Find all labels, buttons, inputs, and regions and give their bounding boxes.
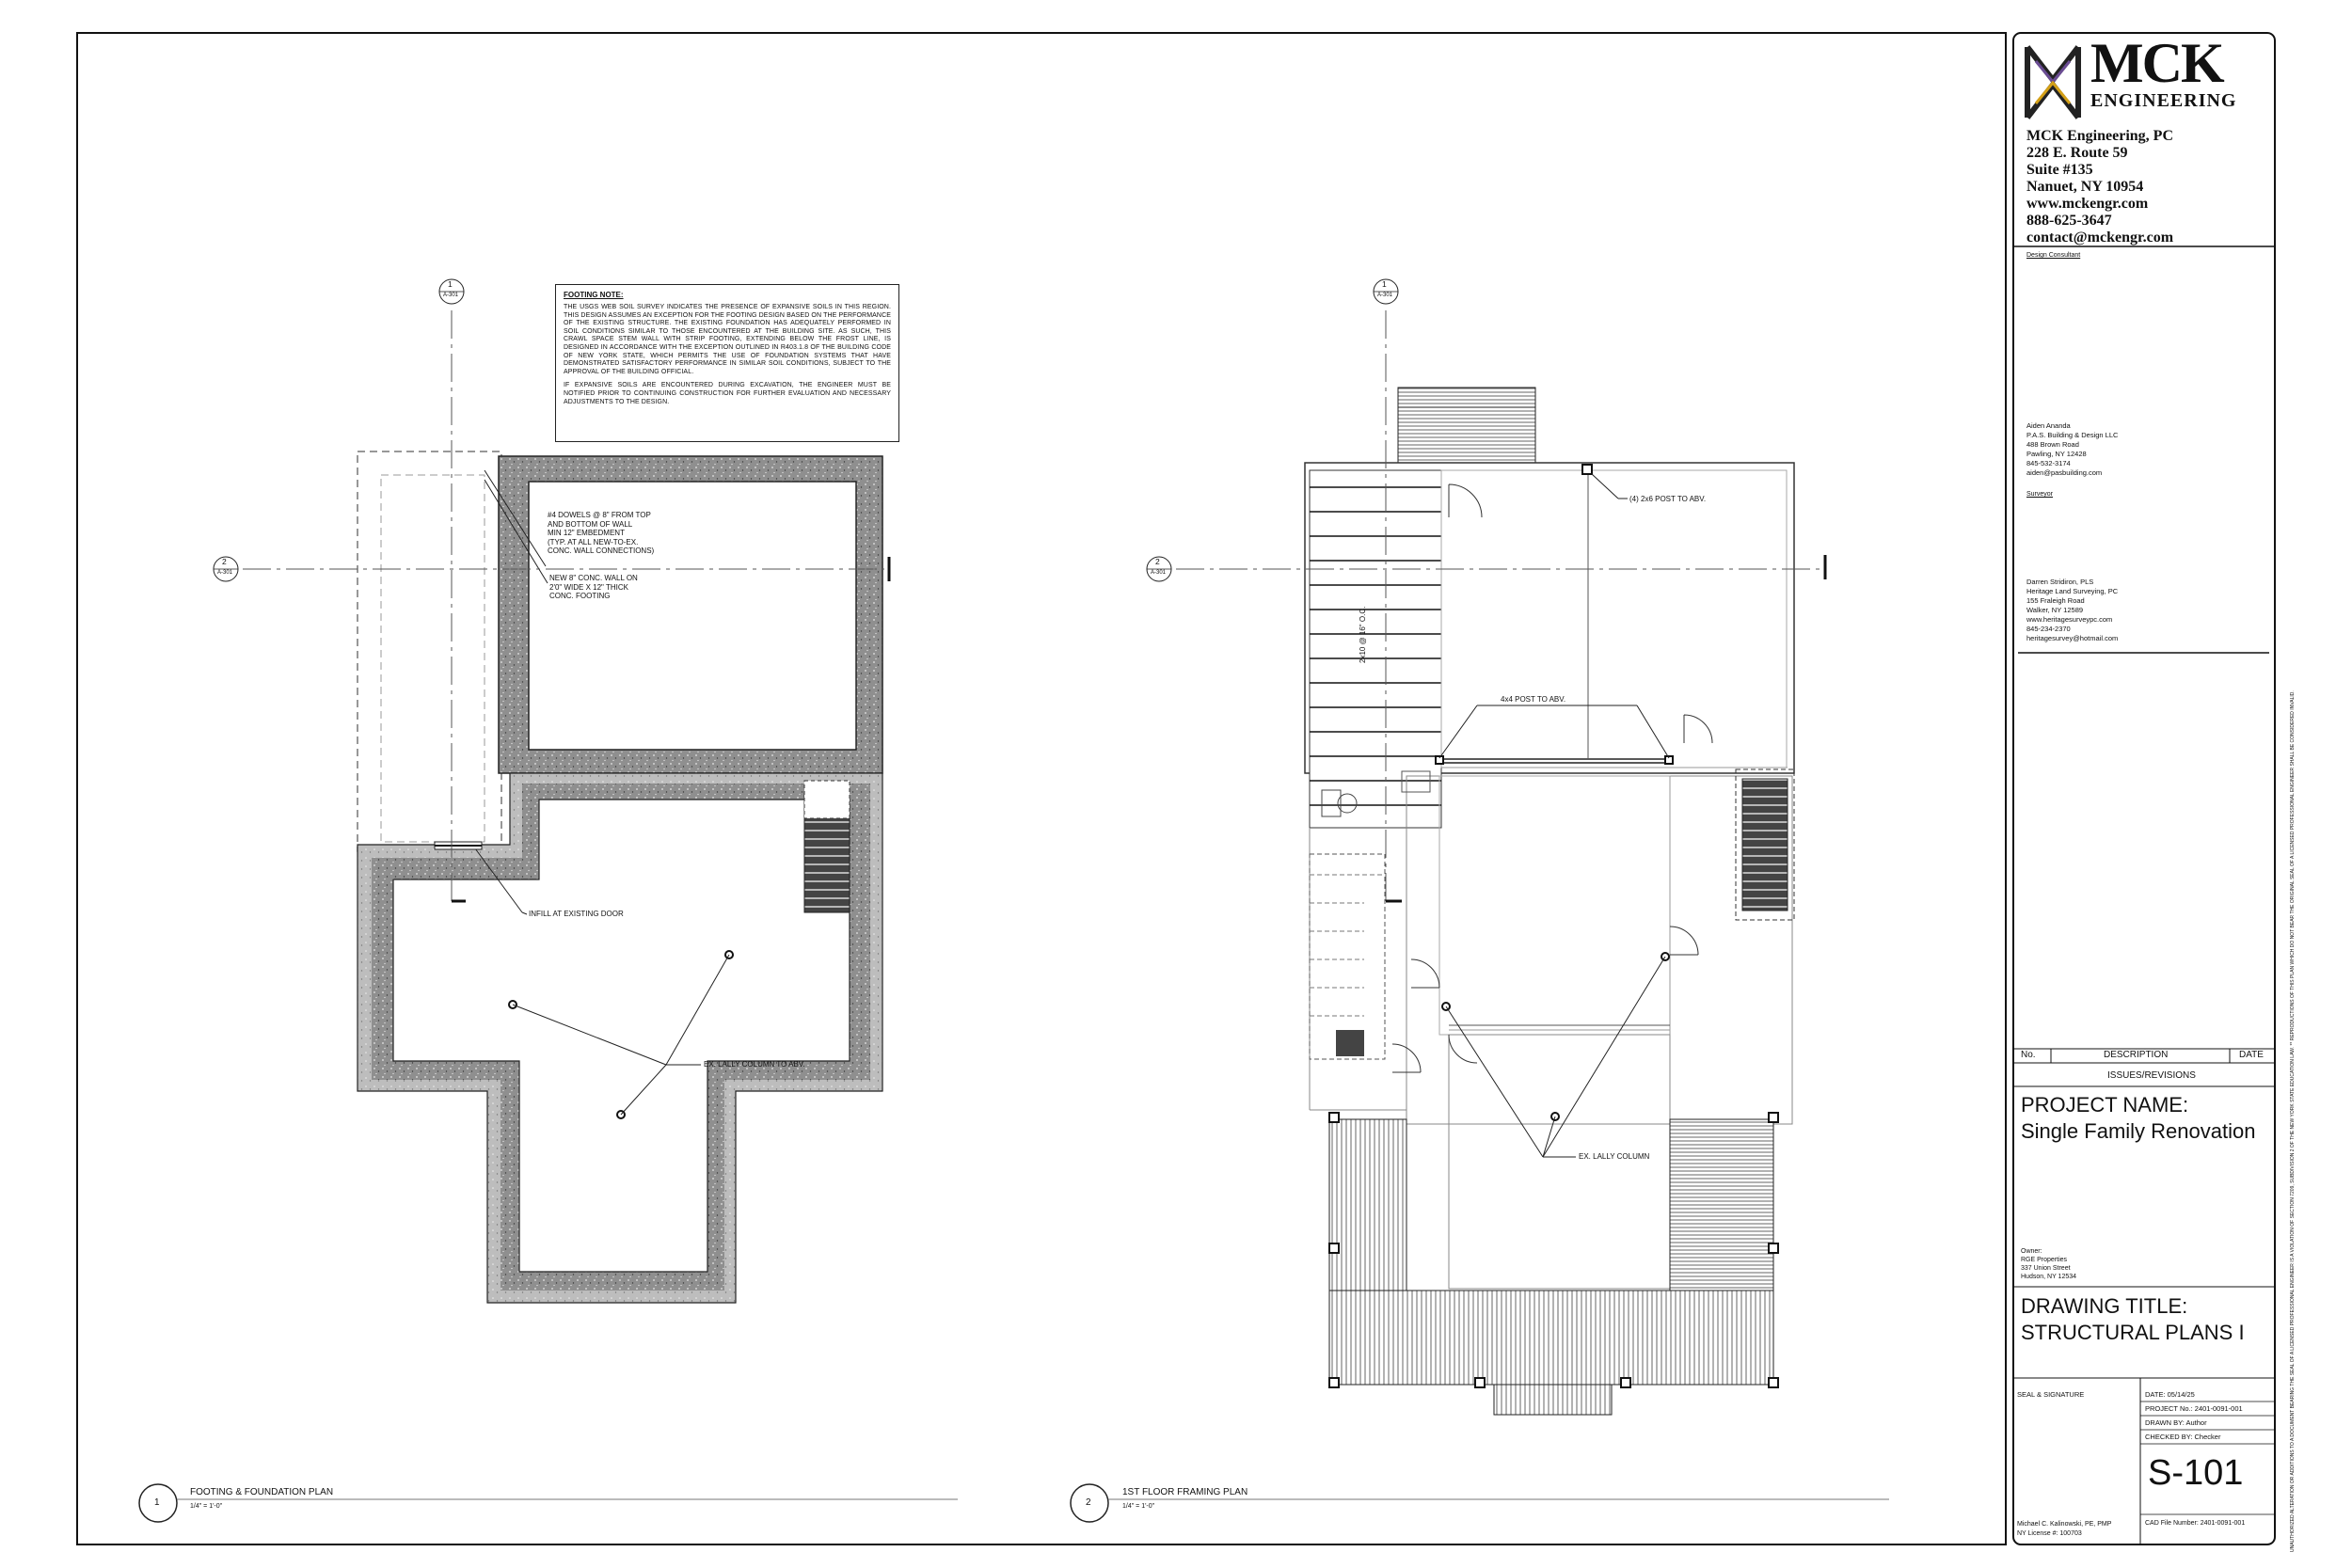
revisions-col-description: DESCRIPTION	[2104, 1050, 2169, 1060]
surveyor-address: 155 Fraleigh Road	[2026, 596, 2085, 605]
owner-label: Owner:	[2021, 1248, 2042, 1255]
grid-bubble-ref: A-301	[1151, 570, 1167, 576]
side-stair	[1742, 779, 1788, 911]
logo-text-mck: MCK	[2090, 32, 2223, 94]
existing-foundation-dashed	[358, 451, 501, 851]
firm-city: Nanuet, NY 10954	[2026, 179, 2144, 195]
owner-name: RGE Properties	[2021, 1257, 2068, 1263]
view-number-2: 2	[1086, 1497, 1091, 1508]
existing-concrete-foundation-lower	[358, 773, 882, 1303]
firm-email[interactable]: contact@mckengr.com	[2026, 230, 2174, 245]
grid-bubble-number: 2	[222, 557, 227, 566]
front-porch	[1329, 1291, 1773, 1385]
revisions-col-no: No.	[2021, 1050, 2036, 1060]
firm-phone: 888-625-3647	[2026, 213, 2112, 229]
infill-note: INFILL AT EXISTING DOOR	[529, 910, 624, 918]
firm-website[interactable]: www.mckengr.com	[2026, 196, 2149, 212]
framing-plan	[1147, 279, 1825, 1415]
lally-column-note: EX. LALLY COLUMN	[1579, 1152, 1650, 1161]
footing-note-paragraph: THE USGS WEB SOIL SURVEY INDICATES THE PRESENCE OF EXPANSIVE SOILS IN THIS REGION. THIS DESIGN ASSUMES AN EXCEPTION FOR THE FOOTING DESIGN BASED ON THE PERFORMANCE OF THE EXISTING STRUCTURE. THE EXISTING FOUNDATION HAS ADEQUATELY PERFORMED IN SOIL CONDITIONS SIMILAR TO THOSE ENCOUNTERED AT THE BUILDING SITE. AS SUCH, THIS CRAWL SPACE STEM WALL WITH STRIP FOOTING, EXTENDING BELOW THE FROST LINE, IS DESIGNED IN ACCORDANCE WITH THE EXCEPTION OUTLINED IN R403.1.8 OF THE BUILDING CODE OF NEW YORK STATE, WHICH PERMITS THE USE OF FOUNDATION SYSTEMS THAT HAVE DEMONSTRATED SATISFACTORY PERFORMANCE IN SIMILAR SOIL CONDITIONS, SUBJECT TO THE APPROVAL OF THE BUILDING OFFICIAL.	[564, 304, 891, 375]
surveyor-phone: 845-234-2370	[2026, 625, 2071, 633]
post	[1475, 1378, 1485, 1387]
rear-deck	[1398, 388, 1535, 463]
post	[1582, 465, 1592, 474]
legal-warning-vertical: UNAUTHORIZED ALTERATION OR ADDITIONS TO A DOCUMENT BEARING THE SEAL OF A LICENSED PROFESSIONAL ENGINEER IS A VIOLATION OF SECTION 7209, SUBDIVISION 2 OF THE NEW YORK STATE EDUCATION LAW. ** REPRODUCTIONS OF THIS PLAN WHICH DO NOT BEAR THE ORIGINAL SEAL OF A LICENSED PROFESSIONAL ENGINEER SHALL BE CONSIDERED INVALID.	[2290, 690, 2296, 1552]
post	[1621, 1378, 1630, 1387]
new-wall-note: NEW 8" CONC. WALL ON 2'0" WIDE X 12" THICK CONC. FOOTING	[549, 574, 638, 600]
post	[1329, 1113, 1339, 1122]
drawing-title-label: DRAWING TITLE:	[2021, 1294, 2188, 1318]
revisions-caption: ISSUES/REVISIONS	[2107, 1070, 2196, 1081]
checked-by: CHECKED BY: Checker	[2145, 1433, 2221, 1441]
surveyor-name: Darren Stridiron, PLS	[2026, 578, 2094, 586]
owner-address: 337 Union Street	[2021, 1265, 2071, 1272]
side-porch-left	[1329, 1119, 1406, 1293]
firm-name: MCK Engineering, PC	[2026, 128, 2173, 144]
view-scale-2: 1/4" = 1'-0"	[1122, 1503, 1155, 1510]
consultant-email: aiden@pasbuilding.com	[2026, 468, 2103, 477]
new-concrete-wall-upper	[499, 456, 882, 773]
surveyor-city: Walker, NY 12589	[2026, 606, 2084, 614]
grid-bubble-ref: A-301	[443, 293, 459, 298]
consultant-name: Aiden Ananda	[2026, 421, 2071, 430]
consultant-company: P.A.S. Building & Design LLC	[2026, 431, 2119, 439]
footing-note-box	[555, 284, 899, 442]
grid-bubble-ref: A-301	[1377, 293, 1393, 298]
view-scale-1: 1/4" = 1'-0"	[190, 1503, 223, 1510]
grid-bubble-ref: A-301	[217, 570, 233, 576]
footing-note-title: FOOTING NOTE:	[564, 291, 624, 299]
cad-file-number: CAD File Number: 2401-0091-001	[2145, 1520, 2246, 1527]
post	[1769, 1113, 1778, 1122]
grid-bubble-number: 1	[448, 279, 453, 289]
logo-text-engineering: ENGINEERING	[2090, 90, 2237, 111]
project-name: Single Family Renovation	[2021, 1119, 2256, 1143]
post	[1329, 1243, 1339, 1253]
consultant-address: 488 Brown Road	[2026, 440, 2079, 449]
front-steps	[1494, 1385, 1612, 1415]
engineer-name: Michael C. Kalinowski, PE, PMP	[2017, 1521, 2112, 1528]
grid-bubble-number: 2	[1155, 557, 1160, 566]
footing-note-paragraph: IF EXPANSIVE SOILS ARE ENCOUNTERED DURING EXCAVATION, THE ENGINEER MUST BE NOTIFIED PRIOR TO CONTINUING CONSTRUCTION FOR FURTHER EVALUATION AND NECESSARY ADJUSTMENTS TO THE DESIGN.	[564, 382, 891, 405]
side-porch-right	[1670, 1119, 1773, 1293]
floor-joists	[1310, 470, 1441, 828]
firm-address: 228 E. Route 59	[2026, 145, 2128, 161]
joist-note: 2x10 @ 16" O.C.	[1359, 606, 1367, 663]
surveyor-label: Surveyor	[2026, 491, 2054, 498]
seal-signature-label: SEAL & SIGNATURE	[2017, 1390, 2085, 1399]
revisions-col-date: DATE	[2239, 1050, 2264, 1060]
drawn-by: DRAWN BY: Author	[2145, 1418, 2207, 1427]
surveyor-company: Heritage Land Surveying, PC	[2026, 587, 2119, 595]
project-name-label: PROJECT NAME:	[2021, 1093, 2189, 1117]
engineer-license: NY License #: 100703	[2017, 1530, 2082, 1537]
firm-suite: Suite #135	[2026, 162, 2093, 178]
sheet-number: S-101	[2148, 1453, 2244, 1493]
post-note: (4) 2x6 POST TO ABV.	[1629, 495, 1707, 503]
post-note: 4x4 POST TO ABV.	[1501, 695, 1566, 704]
post	[1329, 1378, 1339, 1387]
surveyor-website: www.heritagesurveypc.com	[2026, 615, 2113, 624]
drawing-title: STRUCTURAL PLANS I	[2021, 1321, 2245, 1344]
consultant-city: Pawling, NY 12428	[2026, 450, 2087, 458]
owner-city: Hudson, NY 12534	[2021, 1274, 2077, 1280]
project-number: PROJECT No.: 2401-0091-001	[2145, 1404, 2243, 1413]
post	[1769, 1378, 1778, 1387]
grid-bubble-number: 1	[1382, 279, 1387, 289]
design-consultant-label: Design Consultant	[2026, 252, 2081, 259]
surveyor-email: heritagesurvey@hotmail.com	[2026, 634, 2119, 642]
sheet-date: DATE: 05/14/25	[2145, 1390, 2195, 1399]
post	[1769, 1243, 1778, 1253]
view-title-1: FOOTING & FOUNDATION PLAN	[190, 1487, 334, 1497]
mck-logo-mark	[2027, 47, 2078, 118]
view-title-2: 1ST FLOOR FRAMING PLAN	[1122, 1487, 1248, 1497]
interior-stair	[1310, 854, 1385, 1059]
dowels-note: #4 DOWELS @ 8" FROM TOP AND BOTTOM OF WALL MIN 12" EMBEDMENT (TYP. AT ALL NEW-TO-EX. CONC. WALL CONNECTIONS)	[548, 511, 655, 555]
consultant-phone: 845-532-3174	[2026, 459, 2071, 467]
lally-column-note: EX. LALLY COLUMN TO ABV.	[704, 1060, 805, 1069]
view-number-1: 1	[154, 1497, 160, 1508]
